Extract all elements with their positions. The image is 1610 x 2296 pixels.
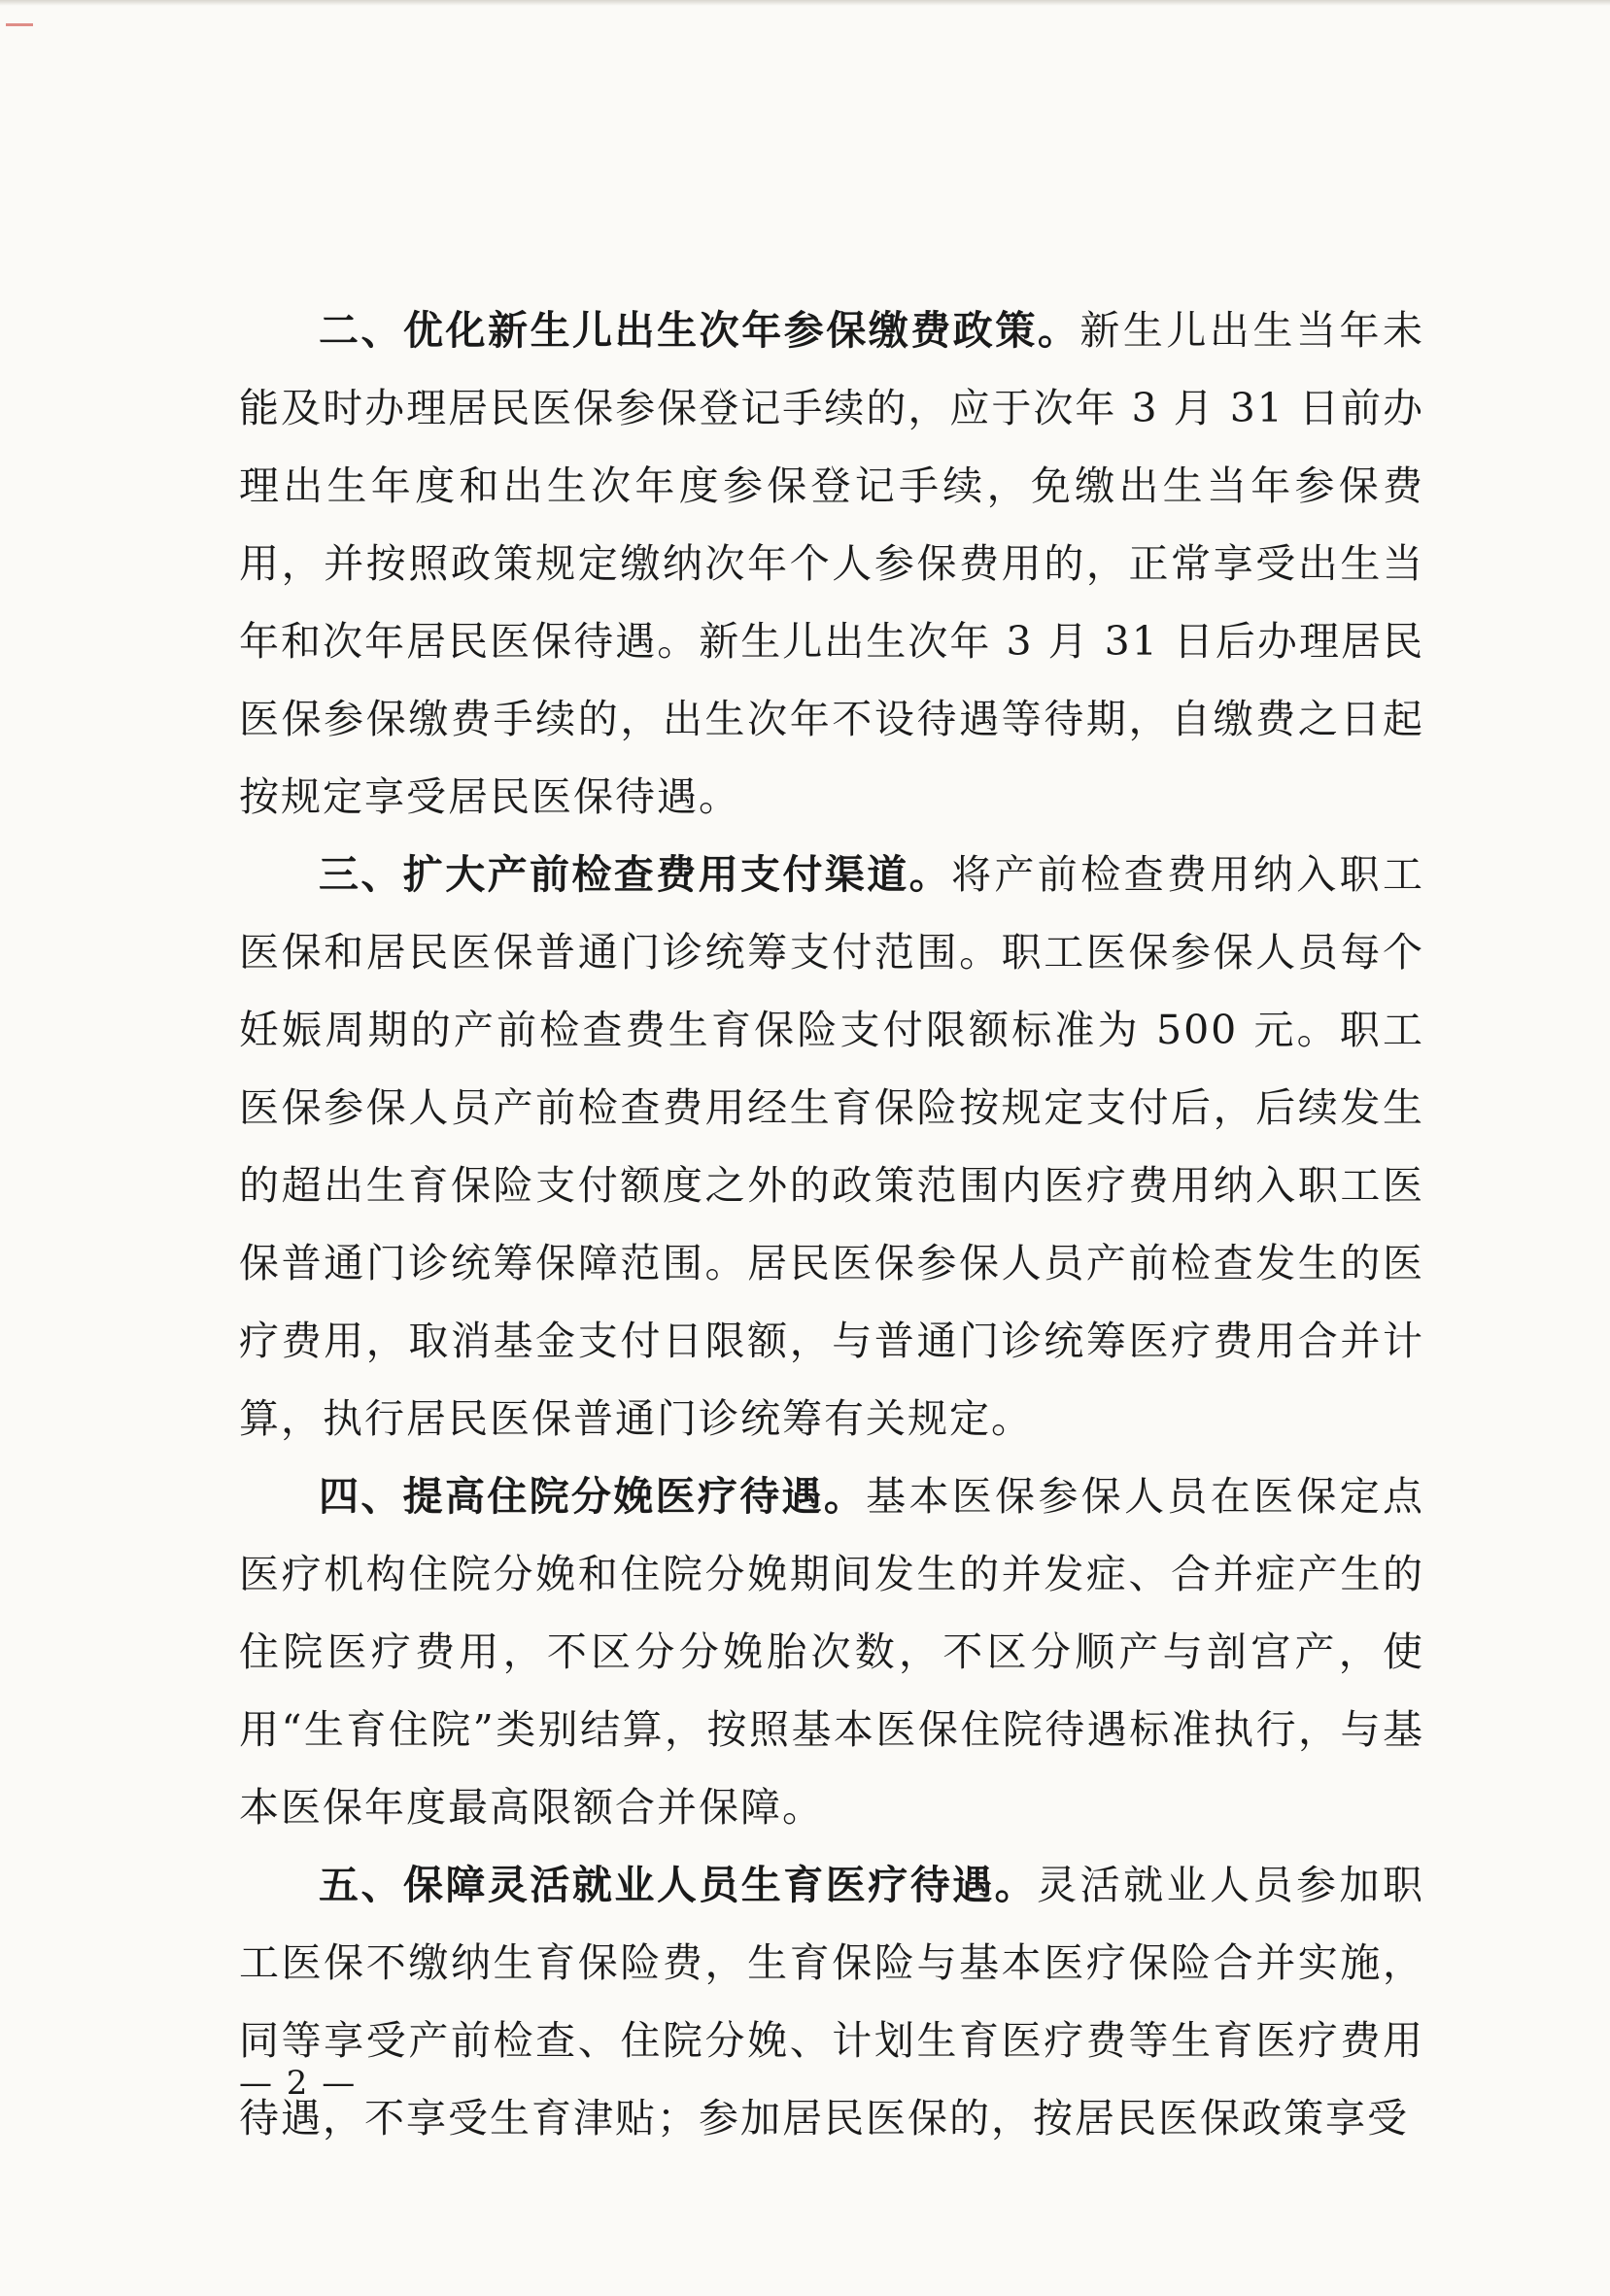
paragraph-hospital-delivery: [239, 1457, 1424, 1846]
paragraph-newborn-enrollment: [239, 291, 1424, 836]
section-heading: 二、优化新生儿出生次年参保缴费政策。: [319, 307, 1080, 354]
paragraph-prenatal-exam: [239, 836, 1424, 1457]
scan-edge: [0, 0, 1610, 6]
section-heading: 四、提高住院分娩医疗待遇。: [319, 1473, 867, 1520]
section-heading: 三、扩大产前检查费用支付渠道。: [319, 851, 951, 898]
section-heading: 五、保障灵活就业人员生育医疗待遇。: [319, 1862, 1038, 1908]
paragraph-flexible-employment: [239, 1846, 1424, 2157]
document-body: [239, 291, 1424, 2157]
page-number: — 2 —: [239, 2064, 358, 2103]
section-body: 将产前检查费用纳入职工医保和居民医保普通门诊统筹支付范围。职工医保参保人员每个妊娠周期的产前检查费生育保险支付限额标准为 500 元。职工医保参保人员产前检查费用经生育保险按规定支付后，后续发生的超出生育保险支付额度之外的政策范围内医疗费用纳入职工医保普通门诊统筹保障范围。居民医保参保人员产前检查发生的医疗费用，取消基金支付日限额，与普通门诊统筹医疗费用合并计算，执行居民医保普通门诊统筹有关规定。: [239, 851, 1424, 1442]
section-body: 新生儿出生当年未能及时办理居民医保参保登记手续的，应于次年 3 月 31 日前办理出生年度和出生次年度参保登记手续，免缴出生当年参保费用，并按照政策规定缴纳次年个人参保费用的，正常享受出生当年和次年居民医保待遇。新生儿出生次年 3 月 31 日后办理居民医保参保缴费手续的，出生次年不设待遇等待期，自缴费之日起按规定享受居民医保待遇。: [239, 307, 1424, 820]
scan-mark: [6, 23, 33, 26]
section-body: 基本医保参保人员在医保定点医疗机构住院分娩和住院分娩期间发生的并发症、合并症产生的住院医疗费用，不区分分娩胎次数，不区分顺产与剖宫产，使用“生育住院”类别结算，按照基本医保住院待遇标准执行，与基本医保年度最高限额合并保障。: [239, 1473, 1425, 1831]
section-body: 灵活就业人员参加职工医保不缴纳生育保险费，生育保险与基本医疗保险合并实施，同等享受产前检查、住院分娩、计划生育医疗费等生育医疗费用待遇，不享受生育津贴；参加居民医保的，按居民医保政策享受: [239, 1862, 1425, 2142]
